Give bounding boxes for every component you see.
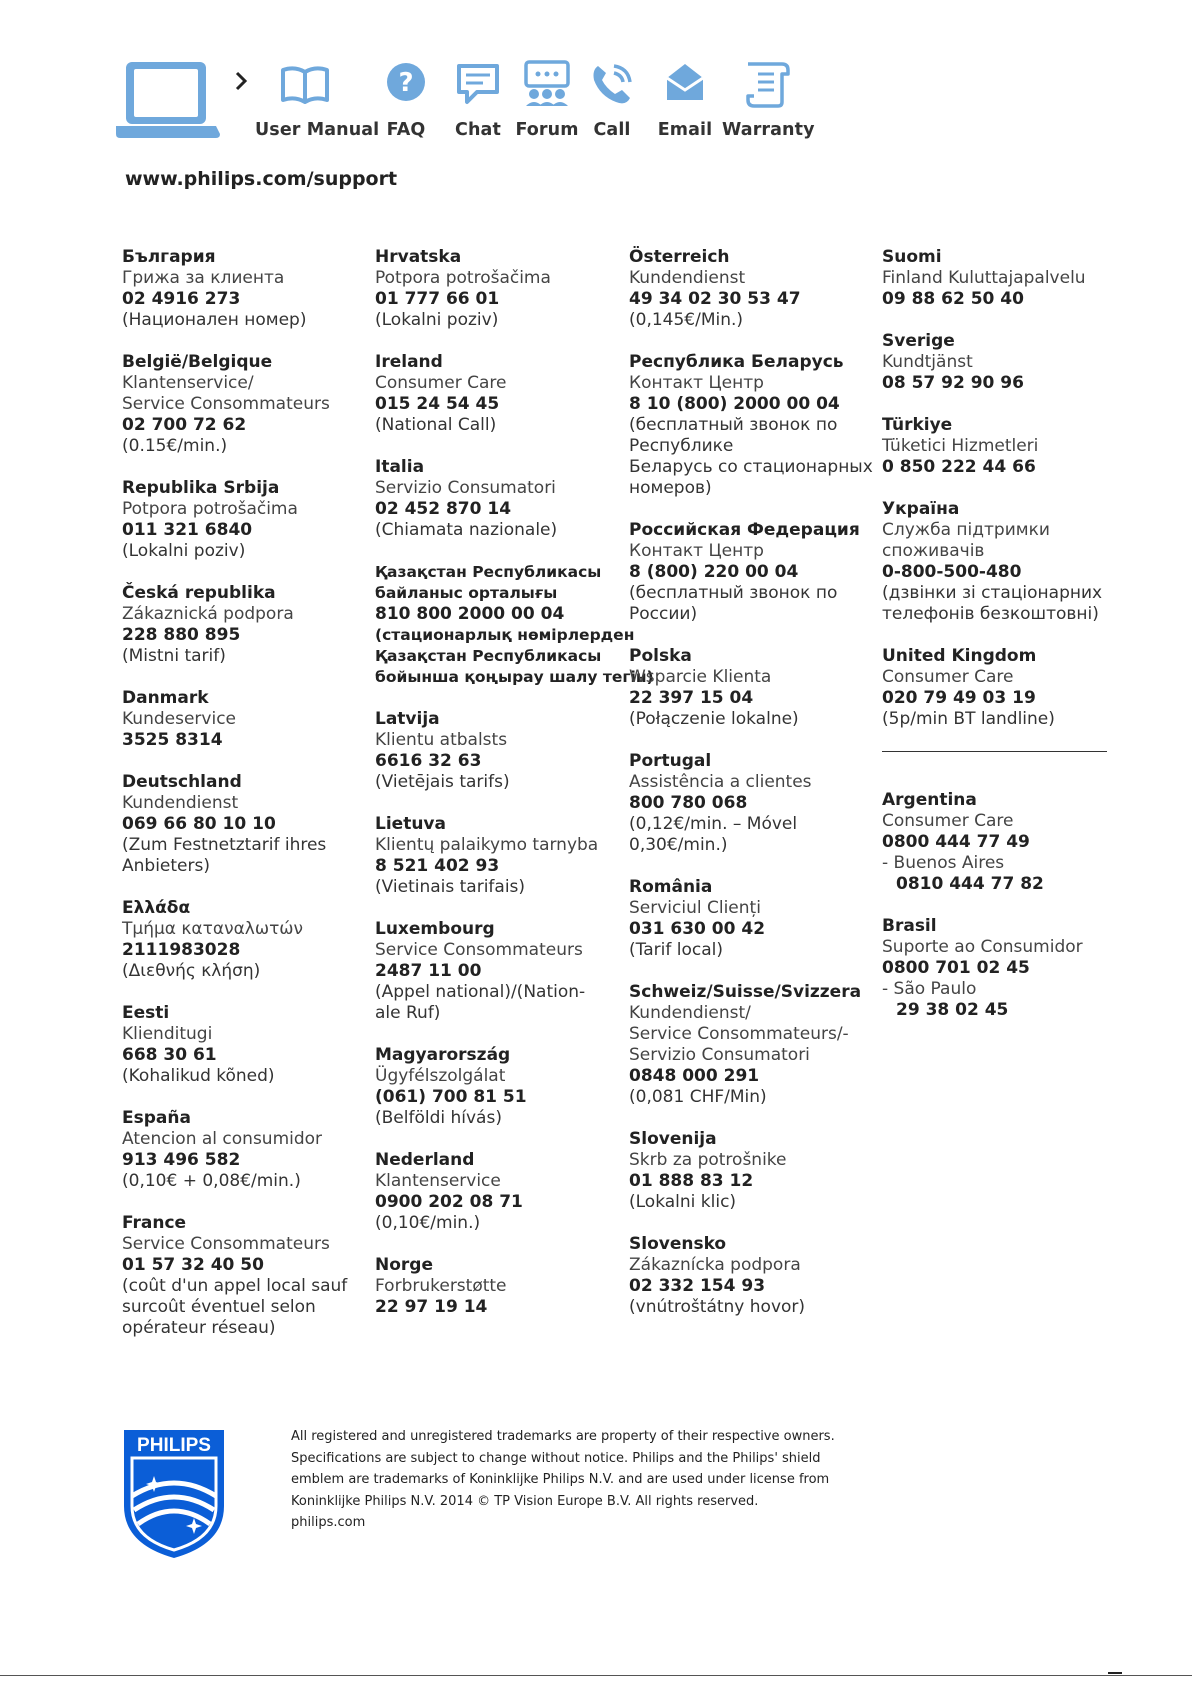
country-contact: [122, 1003, 362, 1087]
rate-note: (vnútroštátny hovor): [629, 1297, 806, 1317]
service-name: Service Consommateurs: [122, 394, 330, 414]
warranty-link[interactable]: [722, 60, 815, 140]
country-contact: [122, 898, 362, 982]
rate-note: (Национален номер): [122, 310, 307, 330]
phone-number: 8 10 (800) 2000 00 04: [629, 394, 840, 414]
rate-note: (Lokalni poziv): [122, 541, 246, 561]
service-name: Tüketici Hizmetleri: [882, 436, 1039, 456]
country-contact: [375, 457, 615, 541]
logo-text: PHILIPS: [137, 1435, 211, 1456]
phone-icon: [588, 60, 636, 108]
contacts-column-1: [122, 247, 362, 1360]
phone-number: (061) 700 81 51: [375, 1087, 527, 1107]
service-name: Servizio Consumatori: [629, 1045, 810, 1065]
country-name: România: [629, 877, 713, 897]
rate-note: (Chiamata nazionale): [375, 520, 558, 540]
rate-note: opérateur réseau): [122, 1318, 276, 1338]
contacts-column-2: [375, 247, 654, 1339]
country-contact: [122, 247, 362, 331]
city-phone-number: 29 38 02 45: [896, 1000, 1009, 1020]
rate-note: (0,081 CHF/Min): [629, 1087, 767, 1107]
service-name: Служба підтримки: [882, 520, 1050, 540]
country-name: Slovenija: [629, 1129, 717, 1149]
service-name: Potpora potrošačima: [375, 268, 551, 288]
service-name: Finland Kuluttajapalvelu: [882, 268, 1086, 288]
rate-note: (стационарлық нөмірлерден: [375, 626, 635, 644]
philips-shield-logo: [120, 1426, 228, 1561]
phone-number: 0800 701 02 45: [882, 958, 1030, 978]
support-website-link[interactable]: www.philips.com/support: [125, 168, 398, 190]
call-link[interactable]: [584, 60, 640, 140]
country-name: Česká republika: [122, 583, 276, 603]
country-contact: [629, 877, 869, 961]
rate-note: surcoût éventuel selon: [122, 1297, 316, 1317]
service-name: Τμήμα καταναλωτών: [122, 919, 304, 939]
warranty-icon: [742, 60, 792, 108]
email-icon: [664, 60, 706, 108]
contacts-column-4: [882, 247, 1122, 1042]
country-contact: [629, 1234, 869, 1318]
country-contact: [629, 1129, 869, 1213]
country-name: Magyarország: [375, 1045, 511, 1065]
country-contact: [882, 331, 1122, 394]
service-name: Atencion al consumidor: [122, 1129, 323, 1149]
email-label: Email: [657, 120, 713, 140]
service-name: Kundendienst: [122, 793, 239, 813]
phone-number: 8 521 402 93: [375, 856, 500, 876]
rate-note: (Lokalni klic): [629, 1192, 737, 1212]
service-name: Klientų palaikymo tarnyba: [375, 835, 599, 855]
country-contact: [375, 1045, 615, 1129]
phone-number: 02 452 870 14: [375, 499, 512, 519]
country-name: Україна: [882, 499, 960, 519]
phone-number: 02 4916 273: [122, 289, 241, 309]
page-marker: [1108, 1672, 1122, 1674]
rate-note: (Vietējais tarifs): [375, 772, 510, 792]
country-name: България: [122, 247, 216, 267]
service-name: Consumer Care: [375, 373, 507, 393]
phone-number: 08 57 92 90 96: [882, 373, 1024, 393]
faq-label: FAQ: [386, 120, 426, 140]
country-name: Brasil: [882, 916, 937, 936]
country-contact: [882, 646, 1122, 730]
country-name: Luxembourg: [375, 919, 495, 939]
country-contact: [375, 562, 654, 688]
rate-note: (бесплатный звонок по: [629, 415, 838, 435]
service-name: Potpora potrošačima: [122, 499, 298, 519]
country-name: Республика Беларусь: [629, 352, 844, 372]
country-name: Deutschland: [122, 772, 242, 792]
page-bottom-rule: [0, 1675, 1192, 1676]
phone-number: 2111983028: [122, 940, 241, 960]
warranty-label: Warranty: [722, 120, 815, 140]
service-name: Контакт Центр: [629, 541, 764, 561]
country-name: Suomi: [882, 247, 942, 267]
legal-line: Specifications are subject to change without notice. Philips and the Philips' shield: [291, 1450, 821, 1466]
country-name: Российская Федерация: [629, 520, 860, 540]
rate-note: (coût d'un appel local sauf: [122, 1276, 348, 1296]
rate-note: (бесплатный звонок по: [629, 583, 838, 603]
rate-note: Қазақстан Республикасы: [375, 647, 602, 665]
rate-note: (5p/min BT landline): [882, 709, 1055, 729]
svg-text:?: ?: [398, 68, 414, 98]
service-name: Service Consommateurs/-: [629, 1024, 849, 1044]
user-manual-link[interactable]: [255, 60, 380, 140]
service-name: Serviciul Clienți: [629, 898, 761, 918]
phone-number: 020 79 49 03 19: [882, 688, 1036, 708]
user-manual-label: User Manual: [255, 120, 380, 140]
country-name: Italia: [375, 457, 425, 477]
country-contact: [882, 790, 1122, 895]
rate-note: (National Call): [375, 415, 497, 435]
country-contact: [629, 982, 869, 1108]
city-phone-number: 0810 444 77 82: [896, 874, 1044, 894]
phone-number: 02 332 154 93: [629, 1276, 766, 1296]
phone-number: 913 496 582: [122, 1150, 241, 1170]
country-contact: [629, 247, 869, 331]
phone-number: 22 97 19 14: [375, 1297, 488, 1317]
country-name: Nederland: [375, 1150, 475, 1170]
phone-number: 810 800 2000 00 04: [375, 604, 565, 624]
rate-note: (Połączenie lokalne): [629, 709, 799, 729]
service-name: Грижа за клиента: [122, 268, 285, 288]
phone-number: 2487 11 00: [375, 961, 482, 981]
service-name: Klantenservice: [375, 1171, 501, 1191]
country-contact: [629, 646, 869, 730]
rate-note: телефонів безкоштовні): [882, 604, 1099, 624]
service-name: Zákaznícka podpora: [629, 1255, 801, 1275]
phone-number: 011 321 6840: [122, 520, 253, 540]
rate-note: ale Ruf): [375, 1003, 441, 1023]
service-name: Контакт Центр: [629, 373, 764, 393]
forum-link[interactable]: [507, 60, 587, 140]
country-name: Portugal: [629, 751, 712, 771]
country-contact: [122, 1213, 362, 1339]
country-contact: [122, 688, 362, 751]
country-name: Argentina: [882, 790, 977, 810]
phone-number: 228 880 895: [122, 625, 241, 645]
service-name: Suporte ao Consumidor: [882, 937, 1083, 957]
rate-note: (0.15€/min.): [122, 436, 228, 456]
country-contact: [882, 247, 1122, 310]
rate-note: (Mistni tarif): [122, 646, 226, 666]
service-name: Assistência a clientes: [629, 772, 812, 792]
country-contact: [122, 352, 362, 457]
service-name: Wsparcie Klienta: [629, 667, 772, 687]
phone-number: 8 (800) 220 00 04: [629, 562, 799, 582]
phone-number: 01 888 83 12: [629, 1171, 754, 1191]
phone-number: 3525 8314: [122, 730, 223, 750]
rate-note: (Διεθνής κλήση): [122, 961, 261, 981]
service-name: Consumer Care: [882, 667, 1014, 687]
phone-number: 22 397 15 04: [629, 688, 754, 708]
legal-line: emblem are trademarks of Koninklijke Philips N.V. and are used under license from: [291, 1472, 830, 1487]
call-label: Call: [593, 120, 631, 140]
country-name: Republika Srbija: [122, 478, 280, 498]
service-name: Service Consommateurs: [122, 1234, 330, 1254]
country-name: Ireland: [375, 352, 443, 372]
country-name: Lietuva: [375, 814, 446, 834]
service-name: Skrb za potrošnike: [629, 1150, 787, 1170]
country-contact: [629, 520, 869, 625]
service-name: Kundeservice: [122, 709, 236, 729]
chat-icon: [455, 60, 501, 108]
section-divider: [882, 751, 1107, 752]
country-name: Schweiz/Suisse/Svizzera: [629, 982, 862, 1002]
country-name: Ελλάδα: [122, 898, 191, 918]
rate-note: (Tarif local): [629, 940, 723, 960]
legal-line: All registered and unregistered trademarks are property of their respective owners.: [291, 1429, 835, 1444]
chevron-right-icon: [234, 70, 248, 92]
country-contact: [122, 772, 362, 877]
service-name: Consumer Care: [882, 811, 1014, 831]
country-name: Norge: [375, 1255, 433, 1275]
country-contact: [882, 916, 1122, 1021]
service-name: Ügyfélszolgálat: [375, 1066, 506, 1086]
country-name: United Kingdom: [882, 646, 1037, 666]
phone-number: 0800 444 77 49: [882, 832, 1030, 852]
country-contact: [122, 583, 362, 667]
phone-number: 02 700 72 62: [122, 415, 247, 435]
service-name: Kundendienst: [629, 268, 746, 288]
rate-note: России): [629, 604, 698, 624]
forum-label: Forum: [515, 120, 579, 140]
country-name: Eesti: [122, 1003, 170, 1023]
rate-note: (дзвінки зі стаціонарних: [882, 583, 1103, 603]
country-contact: [375, 247, 615, 331]
service-name: Service Consommateurs: [375, 940, 583, 960]
question-icon: [385, 60, 427, 108]
service-name: Kundendienst/: [629, 1003, 751, 1023]
country-name: Sverige: [882, 331, 955, 351]
contacts-column-3: [629, 247, 873, 1339]
rate-note: номеров): [629, 478, 712, 498]
rate-note: (Kohalikud kõned): [122, 1066, 275, 1086]
service-name: Klientu atbalsts: [375, 730, 508, 750]
country-name: Қазақстан Республикасы: [375, 563, 602, 581]
legal-line: Koninklijke Philips N.V. 2014 © TP Vision Europe B.V. All rights reserved.: [291, 1493, 759, 1509]
service-name: Servizio Consumatori: [375, 478, 556, 498]
rate-note: (Vietinais tarifais): [375, 877, 526, 897]
country-contact: [375, 919, 615, 1024]
city-name: - Buenos Aires: [882, 853, 1005, 873]
country-contact: [375, 709, 615, 793]
legal-notice: [291, 1426, 851, 1534]
phone-number: 0900 202 08 71: [375, 1192, 523, 1212]
phone-number: 0 850 222 44 66: [882, 457, 1036, 477]
country-name: Hrvatska: [375, 247, 462, 267]
country-name: Österreich: [629, 247, 730, 267]
country-name: Danmark: [122, 688, 209, 708]
country-name: España: [122, 1108, 191, 1128]
service-name: Klantenservice/: [122, 373, 254, 393]
rate-note: (0,145€/Min.): [629, 310, 744, 330]
rate-note: (0,12€/min. – Móvel: [629, 814, 798, 834]
rate-note: 0,30€/min.): [629, 835, 728, 855]
rate-note: (Belföldi hívás): [375, 1108, 502, 1128]
phone-number: 0848 000 291: [629, 1066, 760, 1086]
phone-number: 800 780 068: [629, 793, 748, 813]
rate-note: Республике: [629, 436, 734, 456]
chat-link[interactable]: [443, 60, 513, 140]
email-link[interactable]: [655, 60, 715, 140]
country-contact: [122, 478, 362, 562]
country-name: France: [122, 1213, 187, 1233]
country-contact: [882, 499, 1122, 625]
phone-number: 668 30 61: [122, 1045, 217, 1065]
phone-number: 09 88 62 50 40: [882, 289, 1024, 309]
country-name: Slovensko: [629, 1234, 727, 1254]
phone-number: 0-800-500-480: [882, 562, 1022, 582]
phone-number: 01 777 66 01: [375, 289, 500, 309]
phone-number: 01 57 32 40 50: [122, 1255, 264, 1275]
rate-note: Anbieters): [122, 856, 210, 876]
country-contact: [375, 814, 615, 898]
service-name: Kundtjänst: [882, 352, 973, 372]
service-name: споживачів: [882, 541, 985, 561]
city-name: - São Paulo: [882, 979, 977, 999]
forum-icon: [520, 60, 574, 108]
country-contact: [629, 751, 869, 856]
service-name: Klienditugi: [122, 1024, 213, 1044]
laptop-icon: [116, 60, 226, 140]
phone-number: 031 630 00 42: [629, 919, 766, 939]
rate-note: (Zum Festnetztarif ihres: [122, 835, 327, 855]
country-name: Türkiye: [882, 415, 953, 435]
phone-number: 069 66 80 10 10: [122, 814, 276, 834]
rate-note: (0,10€ + 0,08€/min.): [122, 1171, 301, 1191]
phone-number: 6616 32 63: [375, 751, 482, 771]
rate-note: (Lokalni poziv): [375, 310, 499, 330]
service-name: Zákaznická podpora: [122, 604, 294, 624]
rate-note: бойынша қоңырау шалу тегін): [375, 668, 654, 686]
chat-label: Chat: [455, 120, 501, 140]
rate-note: Беларусь со стационарных: [629, 457, 873, 477]
country-contact: [375, 1255, 615, 1318]
country-contact: [375, 1150, 615, 1234]
country-contact: [375, 352, 615, 436]
country-name: Latvija: [375, 709, 440, 729]
book-icon: [279, 60, 331, 108]
country-contact: [629, 352, 873, 499]
country-name: België/Belgique: [122, 352, 273, 372]
rate-note: (0,10€/min.): [375, 1213, 481, 1233]
faq-link[interactable]: [376, 60, 436, 140]
country-contact: [882, 415, 1122, 478]
philips-website-link[interactable]: philips.com: [291, 1515, 366, 1530]
rate-note: (Appel national)/(Nation-: [375, 982, 586, 1002]
service-name: байланыс орталығы: [375, 584, 558, 602]
phone-number: 49 34 02 30 53 47: [629, 289, 801, 309]
country-contact: [122, 1108, 362, 1192]
phone-number: 015 24 54 45: [375, 394, 500, 414]
country-name: Polska: [629, 646, 692, 666]
service-name: Forbrukerstøtte: [375, 1276, 507, 1296]
